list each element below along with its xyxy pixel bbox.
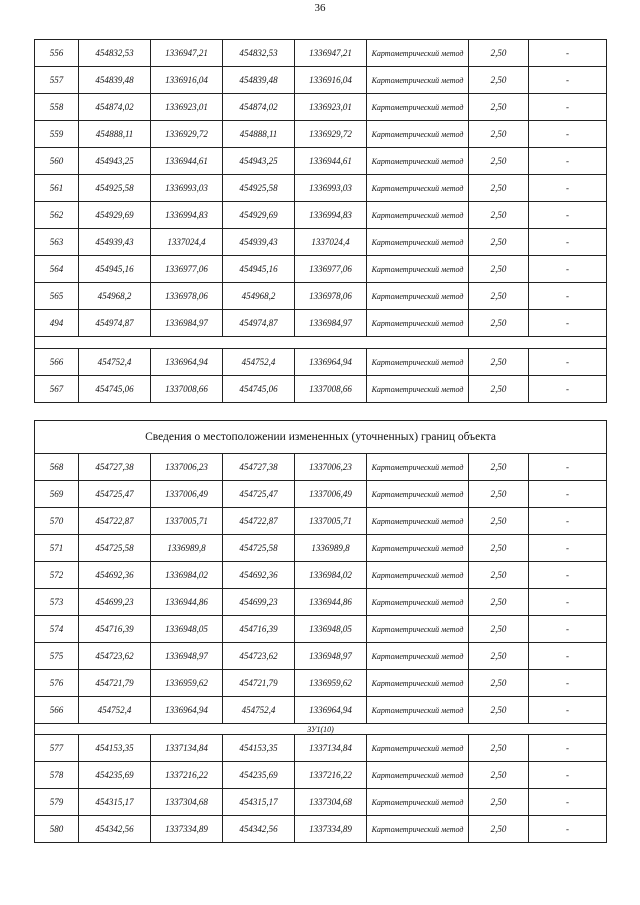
y-coordinate-new: 1336964,94 bbox=[295, 349, 367, 376]
note-cell: - bbox=[529, 616, 607, 643]
y-coordinate: 1336916,04 bbox=[151, 67, 223, 94]
table-row bbox=[35, 121, 607, 148]
x-coordinate: 454752,4 bbox=[79, 697, 151, 724]
y-coordinate: 1336964,94 bbox=[151, 697, 223, 724]
accuracy-cell: 2,50 bbox=[469, 376, 529, 403]
accuracy-cell: 2,50 bbox=[469, 508, 529, 535]
x-coordinate-new: 454974,87 bbox=[223, 310, 295, 337]
x-coordinate: 454974,87 bbox=[79, 310, 151, 337]
note-cell: - bbox=[529, 762, 607, 789]
method-cell: Картометрический метод bbox=[367, 789, 469, 816]
x-coordinate: 454315,17 bbox=[79, 789, 151, 816]
parcel-subheading: ЗУ1(10) bbox=[35, 724, 607, 735]
method-cell: Картометрический метод bbox=[367, 202, 469, 229]
y-coordinate-new: 1337008,66 bbox=[295, 376, 367, 403]
y-coordinate-new: 1337134,84 bbox=[295, 735, 367, 762]
x-coordinate: 454692,36 bbox=[79, 562, 151, 589]
table-1-group-b bbox=[35, 349, 607, 403]
point-number: 566 bbox=[35, 697, 79, 724]
y-coordinate: 1336944,61 bbox=[151, 148, 223, 175]
x-coordinate: 454235,69 bbox=[79, 762, 151, 789]
note-cell: - bbox=[529, 508, 607, 535]
table-row bbox=[35, 643, 607, 670]
table-row bbox=[35, 40, 607, 67]
x-coordinate-new: 454727,38 bbox=[223, 454, 295, 481]
method-cell: Картометрический метод bbox=[367, 229, 469, 256]
table-row bbox=[35, 148, 607, 175]
x-coordinate: 454716,39 bbox=[79, 616, 151, 643]
point-number: 561 bbox=[35, 175, 79, 202]
x-coordinate-new: 454725,58 bbox=[223, 535, 295, 562]
y-coordinate-new: 1337006,23 bbox=[295, 454, 367, 481]
accuracy-cell: 2,50 bbox=[469, 229, 529, 256]
point-number: 563 bbox=[35, 229, 79, 256]
y-coordinate-new: 1337304,68 bbox=[295, 789, 367, 816]
y-coordinate: 1336947,21 bbox=[151, 40, 223, 67]
accuracy-cell: 2,50 bbox=[469, 256, 529, 283]
accuracy-cell: 2,50 bbox=[469, 310, 529, 337]
y-coordinate: 1336993,03 bbox=[151, 175, 223, 202]
method-cell: Картометрический метод bbox=[367, 283, 469, 310]
y-coordinate-new: 1336948,97 bbox=[295, 643, 367, 670]
y-coordinate-new: 1336977,06 bbox=[295, 256, 367, 283]
point-number: 559 bbox=[35, 121, 79, 148]
x-coordinate-new: 454725,47 bbox=[223, 481, 295, 508]
x-coordinate-new: 454943,25 bbox=[223, 148, 295, 175]
table-row bbox=[35, 310, 607, 337]
table-1-group-a bbox=[35, 40, 607, 337]
note-cell: - bbox=[529, 310, 607, 337]
x-coordinate: 454968,2 bbox=[79, 283, 151, 310]
x-coordinate-new: 454968,2 bbox=[223, 283, 295, 310]
table-1-separator bbox=[35, 337, 607, 349]
x-coordinate: 454888,11 bbox=[79, 121, 151, 148]
x-coordinate: 454699,23 bbox=[79, 589, 151, 616]
table-row bbox=[35, 283, 607, 310]
y-coordinate: 1336989,8 bbox=[151, 535, 223, 562]
accuracy-cell: 2,50 bbox=[469, 535, 529, 562]
note-cell: - bbox=[529, 643, 607, 670]
table-row bbox=[35, 535, 607, 562]
x-coordinate-new: 454342,56 bbox=[223, 816, 295, 843]
y-coordinate-new: 1336964,94 bbox=[295, 697, 367, 724]
point-number: 557 bbox=[35, 67, 79, 94]
x-coordinate: 454721,79 bbox=[79, 670, 151, 697]
y-coordinate-new: 1337005,71 bbox=[295, 508, 367, 535]
boundary-points-table-1 bbox=[34, 39, 607, 403]
method-cell: Картометрический метод bbox=[367, 376, 469, 403]
point-number: 560 bbox=[35, 148, 79, 175]
table-row bbox=[35, 256, 607, 283]
note-cell: - bbox=[529, 589, 607, 616]
method-cell: Картометрический метод bbox=[367, 616, 469, 643]
table-row bbox=[35, 94, 607, 121]
y-coordinate: 1336948,05 bbox=[151, 616, 223, 643]
x-coordinate: 454745,06 bbox=[79, 376, 151, 403]
table-row bbox=[35, 376, 607, 403]
table-row bbox=[35, 454, 607, 481]
y-coordinate-new: 1337334,89 bbox=[295, 816, 367, 843]
x-coordinate-new: 454832,53 bbox=[223, 40, 295, 67]
method-cell: Картометрический метод bbox=[367, 735, 469, 762]
table-row bbox=[35, 229, 607, 256]
y-coordinate-new: 1336993,03 bbox=[295, 175, 367, 202]
y-coordinate: 1337006,23 bbox=[151, 454, 223, 481]
x-coordinate-new: 454723,62 bbox=[223, 643, 295, 670]
x-coordinate-new: 454716,39 bbox=[223, 616, 295, 643]
y-coordinate: 1337334,89 bbox=[151, 816, 223, 843]
y-coordinate: 1337304,68 bbox=[151, 789, 223, 816]
method-cell: Картометрический метод bbox=[367, 508, 469, 535]
table-row bbox=[35, 562, 607, 589]
y-coordinate-new: 1336994,83 bbox=[295, 202, 367, 229]
y-coordinate: 1336977,06 bbox=[151, 256, 223, 283]
note-cell: - bbox=[529, 229, 607, 256]
table-row bbox=[35, 589, 607, 616]
point-number: 570 bbox=[35, 508, 79, 535]
table-row bbox=[35, 67, 607, 94]
x-coordinate: 454945,16 bbox=[79, 256, 151, 283]
y-coordinate-new: 1337024,4 bbox=[295, 229, 367, 256]
y-coordinate-new: 1336989,8 bbox=[295, 535, 367, 562]
method-cell: Картометрический метод bbox=[367, 94, 469, 121]
note-cell: - bbox=[529, 121, 607, 148]
table-2-group-b bbox=[35, 735, 607, 843]
note-cell: - bbox=[529, 376, 607, 403]
point-number: 565 bbox=[35, 283, 79, 310]
x-coordinate-new: 454752,4 bbox=[223, 349, 295, 376]
x-coordinate-new: 454315,17 bbox=[223, 789, 295, 816]
accuracy-cell: 2,50 bbox=[469, 40, 529, 67]
accuracy-cell: 2,50 bbox=[469, 697, 529, 724]
table-row bbox=[35, 481, 607, 508]
method-cell: Картометрический метод bbox=[367, 589, 469, 616]
section-title: Сведения о местоположении измененных (уточненных) границ объекта bbox=[35, 421, 607, 454]
note-cell: - bbox=[529, 670, 607, 697]
x-coordinate-new: 454888,11 bbox=[223, 121, 295, 148]
method-cell: Картометрический метод bbox=[367, 481, 469, 508]
accuracy-cell: 2,50 bbox=[469, 94, 529, 121]
table-row bbox=[35, 670, 607, 697]
method-cell: Картометрический метод bbox=[367, 67, 469, 94]
x-coordinate: 454832,53 bbox=[79, 40, 151, 67]
y-coordinate: 1337024,4 bbox=[151, 229, 223, 256]
y-coordinate: 1337006,49 bbox=[151, 481, 223, 508]
accuracy-cell: 2,50 bbox=[469, 283, 529, 310]
accuracy-cell: 2,50 bbox=[469, 67, 529, 94]
point-number: 564 bbox=[35, 256, 79, 283]
method-cell: Картометрический метод bbox=[367, 310, 469, 337]
point-number: 580 bbox=[35, 816, 79, 843]
point-number: 567 bbox=[35, 376, 79, 403]
note-cell: - bbox=[529, 789, 607, 816]
x-coordinate-new: 454874,02 bbox=[223, 94, 295, 121]
y-coordinate: 1336964,94 bbox=[151, 349, 223, 376]
note-cell: - bbox=[529, 175, 607, 202]
note-cell: - bbox=[529, 256, 607, 283]
method-cell: Картометрический метод bbox=[367, 643, 469, 670]
method-cell: Картометрический метод bbox=[367, 562, 469, 589]
x-coordinate: 454725,47 bbox=[79, 481, 151, 508]
table-row bbox=[35, 735, 607, 762]
point-number: 568 bbox=[35, 454, 79, 481]
point-number: 569 bbox=[35, 481, 79, 508]
y-coordinate: 1336944,86 bbox=[151, 589, 223, 616]
x-coordinate: 454727,38 bbox=[79, 454, 151, 481]
y-coordinate: 1336978,06 bbox=[151, 283, 223, 310]
method-cell: Картометрический метод bbox=[367, 762, 469, 789]
point-number: 571 bbox=[35, 535, 79, 562]
y-coordinate-new: 1337216,22 bbox=[295, 762, 367, 789]
y-coordinate-new: 1336916,04 bbox=[295, 67, 367, 94]
point-number: 566 bbox=[35, 349, 79, 376]
x-coordinate: 454839,48 bbox=[79, 67, 151, 94]
point-number: 573 bbox=[35, 589, 79, 616]
y-coordinate-new: 1336978,06 bbox=[295, 283, 367, 310]
x-coordinate: 454153,35 bbox=[79, 735, 151, 762]
note-cell: - bbox=[529, 481, 607, 508]
method-cell: Картометрический метод bbox=[367, 148, 469, 175]
point-number: 575 bbox=[35, 643, 79, 670]
x-coordinate-new: 454699,23 bbox=[223, 589, 295, 616]
x-coordinate-new: 454745,06 bbox=[223, 376, 295, 403]
boundary-points-table-2 bbox=[34, 420, 607, 843]
x-coordinate: 454929,69 bbox=[79, 202, 151, 229]
accuracy-cell: 2,50 bbox=[469, 454, 529, 481]
note-cell: - bbox=[529, 349, 607, 376]
x-coordinate: 454943,25 bbox=[79, 148, 151, 175]
method-cell: Картометрический метод bbox=[367, 121, 469, 148]
table-row bbox=[35, 697, 607, 724]
note-cell: - bbox=[529, 697, 607, 724]
table-2-header bbox=[35, 421, 607, 454]
method-cell: Картометрический метод bbox=[367, 40, 469, 67]
x-coordinate-new: 454235,69 bbox=[223, 762, 295, 789]
table-row bbox=[35, 762, 607, 789]
x-coordinate-new: 454945,16 bbox=[223, 256, 295, 283]
method-cell: Картометрический метод bbox=[367, 175, 469, 202]
y-coordinate: 1336948,97 bbox=[151, 643, 223, 670]
point-number: 576 bbox=[35, 670, 79, 697]
y-coordinate: 1336994,83 bbox=[151, 202, 223, 229]
y-coordinate-new: 1336984,02 bbox=[295, 562, 367, 589]
note-cell: - bbox=[529, 454, 607, 481]
y-coordinate-new: 1336923,01 bbox=[295, 94, 367, 121]
note-cell: - bbox=[529, 40, 607, 67]
x-coordinate: 454925,58 bbox=[79, 175, 151, 202]
accuracy-cell: 2,50 bbox=[469, 202, 529, 229]
method-cell: Картометрический метод bbox=[367, 816, 469, 843]
method-cell: Картометрический метод bbox=[367, 349, 469, 376]
table-2-group-a bbox=[35, 454, 607, 724]
point-number: 556 bbox=[35, 40, 79, 67]
y-coordinate: 1337005,71 bbox=[151, 508, 223, 535]
accuracy-cell: 2,50 bbox=[469, 616, 529, 643]
x-coordinate-new: 454839,48 bbox=[223, 67, 295, 94]
x-coordinate-new: 454929,69 bbox=[223, 202, 295, 229]
accuracy-cell: 2,50 bbox=[469, 121, 529, 148]
point-number: 572 bbox=[35, 562, 79, 589]
y-coordinate: 1336984,97 bbox=[151, 310, 223, 337]
x-coordinate-new: 454939,43 bbox=[223, 229, 295, 256]
accuracy-cell: 2,50 bbox=[469, 762, 529, 789]
point-number: 562 bbox=[35, 202, 79, 229]
x-coordinate-new: 454925,58 bbox=[223, 175, 295, 202]
note-cell: - bbox=[529, 735, 607, 762]
x-coordinate: 454874,02 bbox=[79, 94, 151, 121]
x-coordinate-new: 454722,87 bbox=[223, 508, 295, 535]
accuracy-cell: 2,50 bbox=[469, 589, 529, 616]
y-coordinate-new: 1336959,62 bbox=[295, 670, 367, 697]
x-coordinate: 454752,4 bbox=[79, 349, 151, 376]
accuracy-cell: 2,50 bbox=[469, 735, 529, 762]
method-cell: Картометрический метод bbox=[367, 256, 469, 283]
point-number: 579 bbox=[35, 789, 79, 816]
accuracy-cell: 2,50 bbox=[469, 643, 529, 670]
method-cell: Картометрический метод bbox=[367, 670, 469, 697]
y-coordinate-new: 1336944,86 bbox=[295, 589, 367, 616]
note-cell: - bbox=[529, 148, 607, 175]
x-coordinate: 454939,43 bbox=[79, 229, 151, 256]
y-coordinate-new: 1336929,72 bbox=[295, 121, 367, 148]
table-row bbox=[35, 616, 607, 643]
y-coordinate: 1337008,66 bbox=[151, 376, 223, 403]
y-coordinate-new: 1336947,21 bbox=[295, 40, 367, 67]
point-number: 577 bbox=[35, 735, 79, 762]
table-row bbox=[35, 202, 607, 229]
note-cell: - bbox=[529, 67, 607, 94]
y-coordinate-new: 1336948,05 bbox=[295, 616, 367, 643]
table-2-subheading bbox=[35, 724, 607, 735]
note-cell: - bbox=[529, 202, 607, 229]
accuracy-cell: 2,50 bbox=[469, 481, 529, 508]
table-row bbox=[35, 175, 607, 202]
x-coordinate-new: 454153,35 bbox=[223, 735, 295, 762]
y-coordinate: 1336929,72 bbox=[151, 121, 223, 148]
y-coordinate: 1337216,22 bbox=[151, 762, 223, 789]
note-cell: - bbox=[529, 816, 607, 843]
note-cell: - bbox=[529, 562, 607, 589]
method-cell: Картометрический метод bbox=[367, 697, 469, 724]
table-row bbox=[35, 349, 607, 376]
y-coordinate: 1336923,01 bbox=[151, 94, 223, 121]
y-coordinate: 1336984,02 bbox=[151, 562, 223, 589]
table-row bbox=[35, 789, 607, 816]
accuracy-cell: 2,50 bbox=[469, 670, 529, 697]
accuracy-cell: 2,50 bbox=[469, 175, 529, 202]
method-cell: Картометрический метод bbox=[367, 535, 469, 562]
y-coordinate: 1336959,62 bbox=[151, 670, 223, 697]
y-coordinate-new: 1337006,49 bbox=[295, 481, 367, 508]
table-row bbox=[35, 816, 607, 843]
point-number: 574 bbox=[35, 616, 79, 643]
y-coordinate: 1337134,84 bbox=[151, 735, 223, 762]
note-cell: - bbox=[529, 94, 607, 121]
x-coordinate-new: 454721,79 bbox=[223, 670, 295, 697]
accuracy-cell: 2,50 bbox=[469, 349, 529, 376]
table-row bbox=[35, 508, 607, 535]
page-number: 36 bbox=[314, 2, 326, 14]
accuracy-cell: 2,50 bbox=[469, 562, 529, 589]
x-coordinate-new: 454692,36 bbox=[223, 562, 295, 589]
x-coordinate: 454723,62 bbox=[79, 643, 151, 670]
point-number: 494 bbox=[35, 310, 79, 337]
note-cell: - bbox=[529, 535, 607, 562]
point-number: 578 bbox=[35, 762, 79, 789]
point-number: 558 bbox=[35, 94, 79, 121]
x-coordinate-new: 454752,4 bbox=[223, 697, 295, 724]
x-coordinate: 454725,58 bbox=[79, 535, 151, 562]
method-cell: Картометрический метод bbox=[367, 454, 469, 481]
x-coordinate: 454722,87 bbox=[79, 508, 151, 535]
accuracy-cell: 2,50 bbox=[469, 816, 529, 843]
x-coordinate: 454342,56 bbox=[79, 816, 151, 843]
y-coordinate-new: 1336984,97 bbox=[295, 310, 367, 337]
note-cell: - bbox=[529, 283, 607, 310]
accuracy-cell: 2,50 bbox=[469, 789, 529, 816]
accuracy-cell: 2,50 bbox=[469, 148, 529, 175]
y-coordinate-new: 1336944,61 bbox=[295, 148, 367, 175]
